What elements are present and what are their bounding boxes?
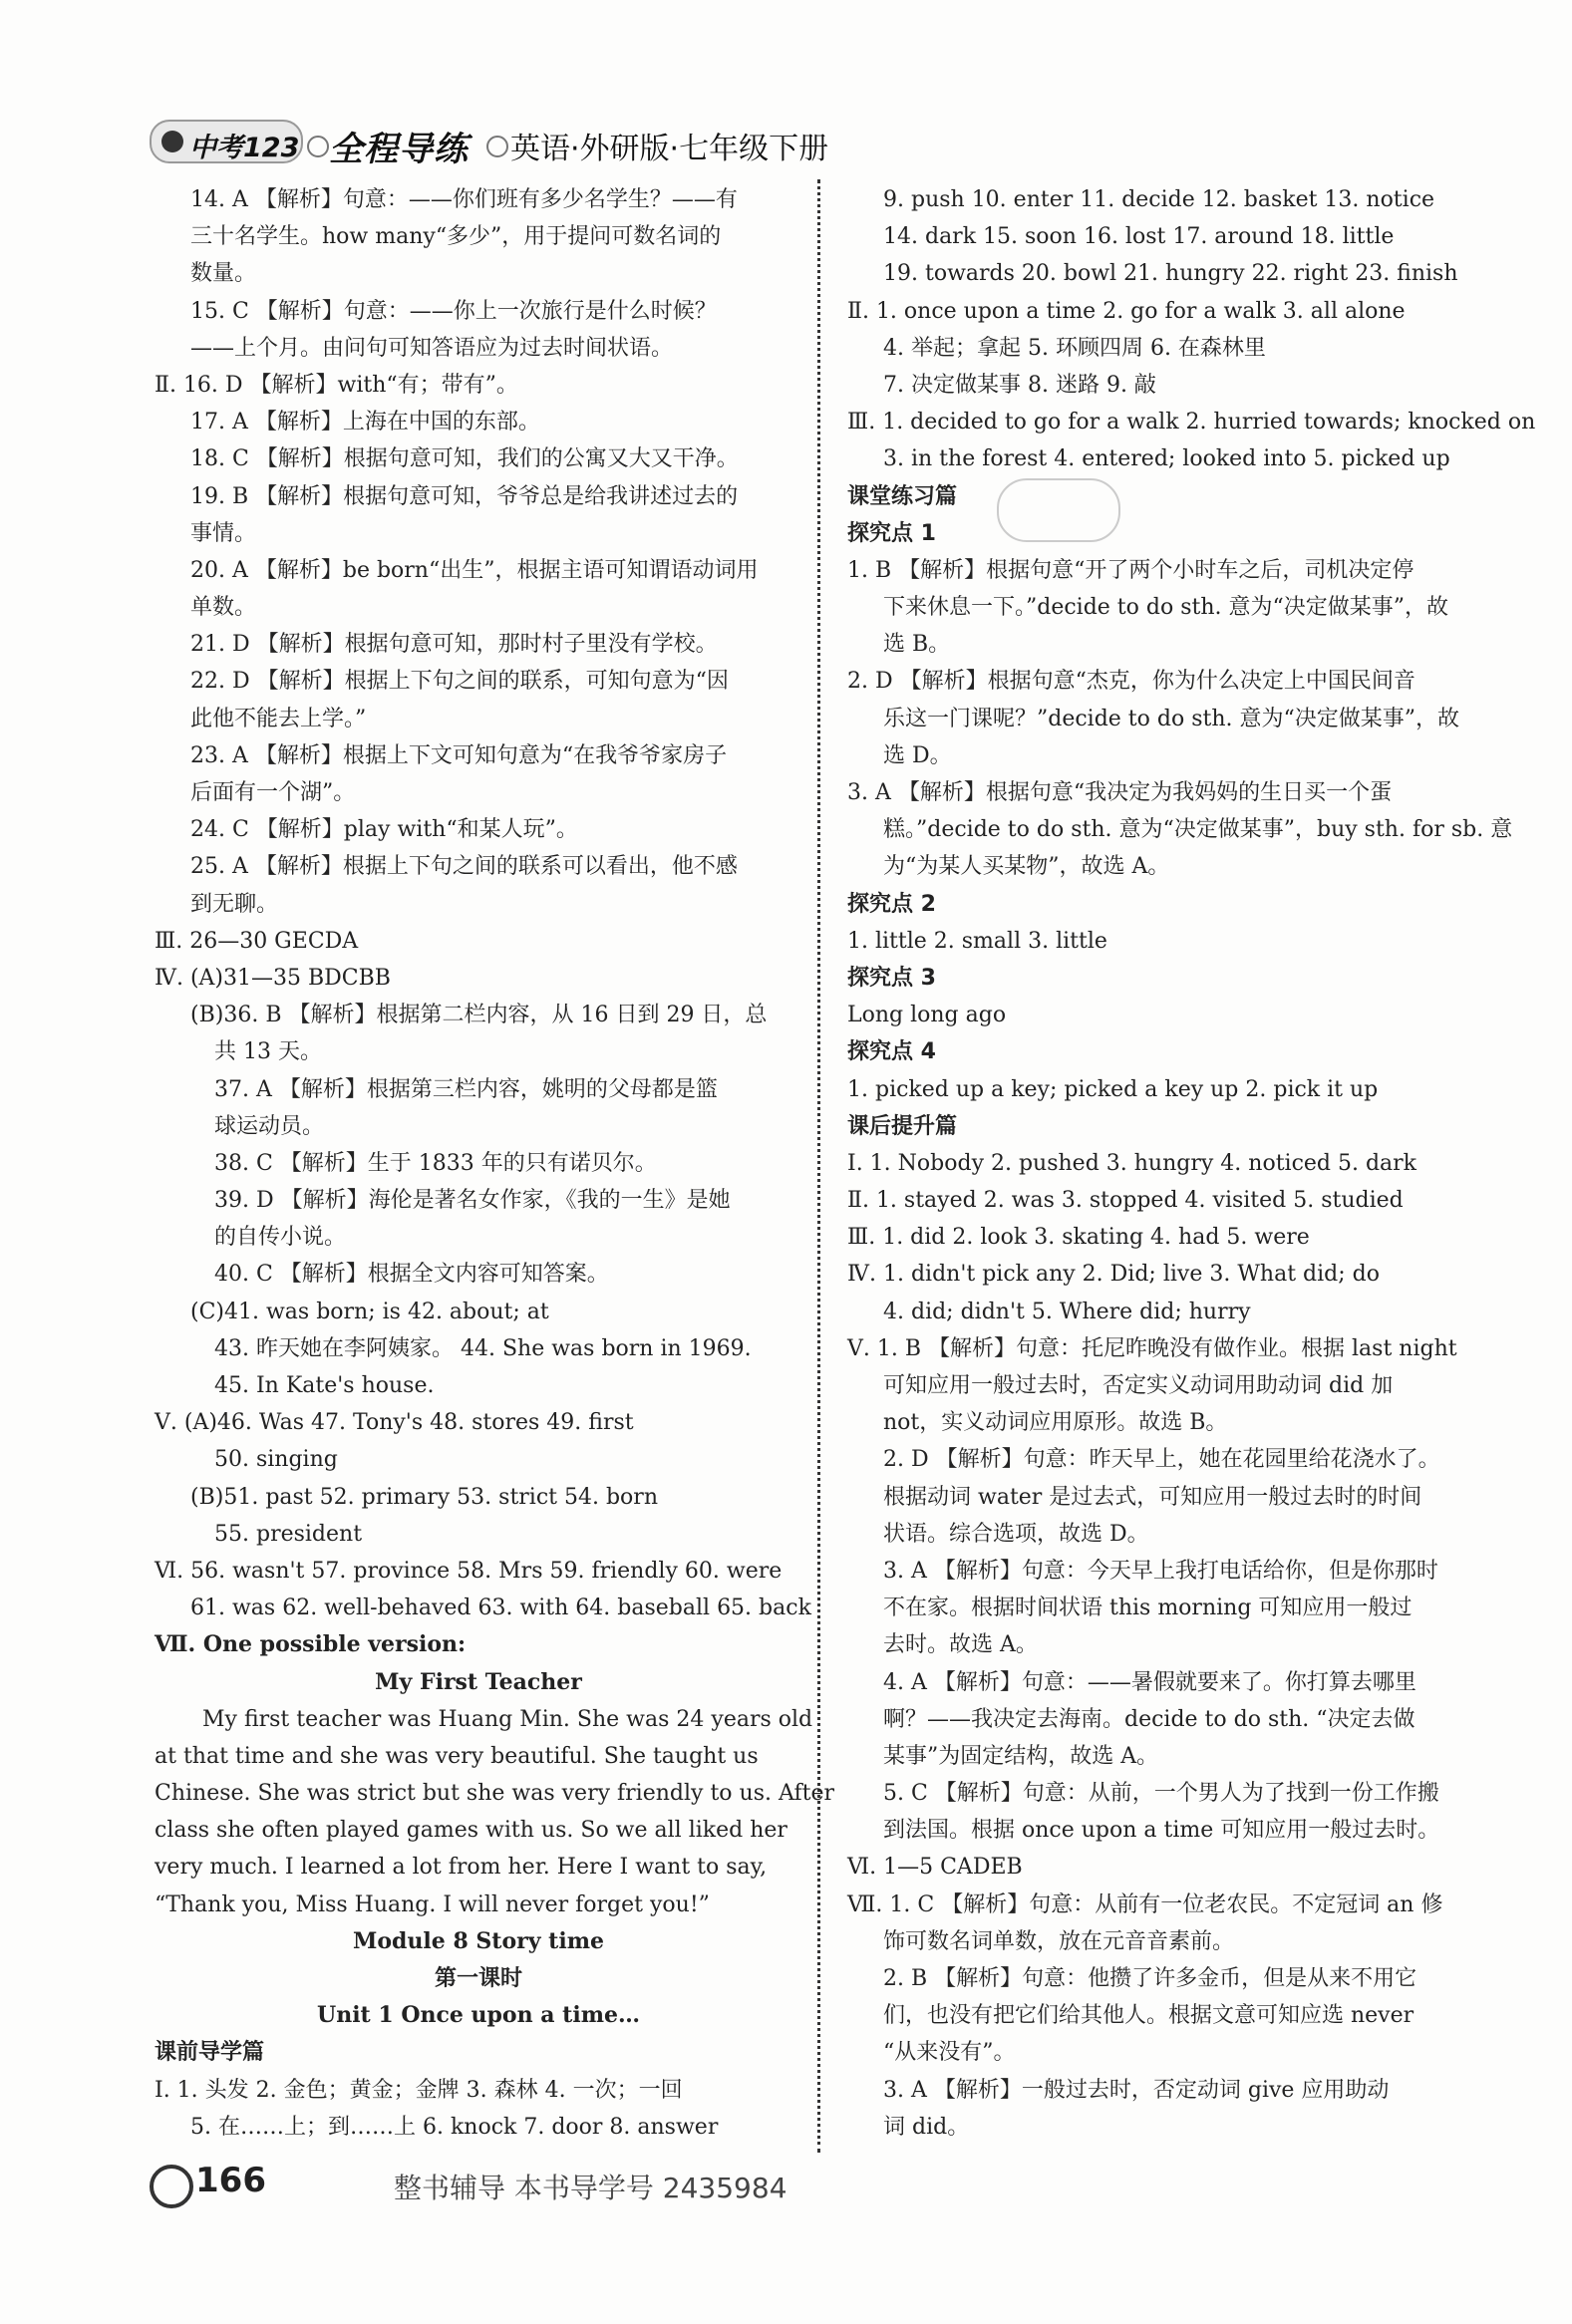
answer-line: 50. singing — [214, 1447, 338, 1473]
section-heading: Ⅶ. One possible version: — [155, 1631, 467, 1658]
answer-line: Ⅲ. 1. did 2. look 3. skating 4. had 5. were — [847, 1225, 1310, 1251]
essay-line: at that time and she was very beautiful. She taught us — [155, 1743, 759, 1769]
answer-line: 3. A 【解析】一般过去时，否定动词 give 应用助动 — [883, 2077, 1390, 2103]
answer-line: 1. little 2. small 3. little — [847, 928, 1107, 954]
answer-line: 单数。 — [190, 595, 257, 621]
answer-line: 22. D 【解析】根据上下句之间的联系，可知句意为“因 — [190, 669, 729, 695]
decor-circle-icon — [307, 136, 329, 157]
answer-line: 24. C 【解析】play with“和某人玩”。 — [190, 817, 578, 843]
essay-line: class she often played games with us. So we all liked her — [155, 1818, 787, 1844]
answer-line: 根据动词 water 是过去式，可知应用一般过去时的时间 — [883, 1484, 1422, 1510]
answer-line: 18. C 【解析】根据句意可知，我们的公寓又大又干净。 — [190, 446, 739, 472]
answer-line: 可知应用一般过去时，否定实义动词用助动词 did 加 — [883, 1373, 1394, 1398]
answer-line: 5. C 【解析】句意：从前，一个男人为了找到一份工作搬 — [883, 1781, 1439, 1807]
answer-line: Ⅱ. 1. stayed 2. was 3. stopped 4. visited 5. studied — [847, 1188, 1404, 1214]
answer-line: 1. B 【解析】根据句意“开了两个小时车之后，司机决定停 — [847, 557, 1415, 583]
answer-line: 37. A 【解析】根据第三栏内容，姚明的父母都是篮 — [214, 1076, 718, 1102]
answer-line: Ⅴ. (A)46. Was 47. Tony's 48. stores 49. first — [155, 1410, 634, 1436]
subsection-heading: 探究点 1 — [847, 520, 936, 546]
footer-note: 整书辅导 本书导学号 2435984 — [394, 2172, 787, 2204]
answer-line: 19. B 【解析】根据句意可知，爷爷总是给我讲述过去的 — [190, 483, 739, 509]
answer-line: 14. dark 15. soon 16. lost 17. around 18. little — [883, 224, 1395, 250]
answer-line: Ⅵ. 56. wasn't 57. province 58. Mrs 59. friendly 60. were — [155, 1558, 783, 1584]
logo-dot-icon — [161, 131, 183, 152]
stamp-watermark — [997, 478, 1120, 542]
answer-line: 糕。”decide to do sth. 意为“决定做某事”，buy sth. for sb. 意 — [883, 817, 1513, 843]
right-column — [847, 181, 1536, 2182]
answer-line: 乐这一门课呢？”decide to do sth. 意为“决定做某事”，故 — [883, 706, 1459, 731]
answer-line: 4. 举起；拿起 5. 环顾四周 6. 在森林里 — [883, 335, 1266, 361]
brand-title: 全程导练 — [329, 130, 469, 169]
unit-title: Unit 1 Once upon a time… — [317, 2002, 640, 2029]
answer-line: 啊？——我决定去海南。decide to do sth. “决定去做 — [883, 1706, 1415, 1732]
answer-line: Ⅲ. 26—30 GECDA — [155, 928, 359, 954]
answer-line: 1. picked up a key; picked a key up 2. pick it up — [847, 1076, 1379, 1102]
lesson-title: 第一课时 — [434, 1965, 522, 1991]
answer-line: 状语。综合选项，故选 D。 — [883, 1521, 1149, 1547]
answer-line: 不在家。根据时间状语 this morning 可知应用一般过 — [883, 1596, 1413, 1621]
answer-line: Ⅰ. 1. Nobody 2. pushed 3. hungry 4. noticed 5. dark — [847, 1150, 1417, 1176]
answer-line: 20. A 【解析】be born“出生”，根据主语可知谓语动词用 — [190, 557, 759, 583]
section-heading: 课堂练习篇 — [847, 483, 958, 509]
answer-line: Ⅰ. 1. 头发 2. 金色；黄金；金牌 3. 森林 4. 一次；一回 — [155, 2077, 683, 2103]
answer-line: “从来没有”。 — [883, 2040, 1016, 2066]
answer-line: 15. C 【解析】句意：——你上一次旅行是什么时候？ — [190, 298, 717, 324]
left-column — [155, 181, 834, 2146]
answer-line: Ⅴ. 1. B 【解析】句意：托尼昨晚没有做作业。根据 last night — [847, 1335, 1457, 1361]
answer-line: 去时。故选 A。 — [883, 1632, 1038, 1658]
answer-line: 到法国。根据 once upon a time 可知应用一般过去时。 — [883, 1818, 1440, 1844]
answer-line: Ⅵ. 1—5 CADEB — [847, 1855, 1023, 1881]
answer-line: Ⅳ. 1. didn't pick any 2. Did; live 3. What did; do — [847, 1262, 1380, 1288]
answer-line: 3. in the forest 4. entered; looked into 5. picked up — [883, 446, 1450, 472]
logo-text: 中考123 — [189, 133, 300, 163]
answer-line: 25. A 【解析】根据上下句之间的联系可以看出，他不感 — [190, 854, 738, 880]
answer-line: 17. A 【解析】上海在中国的东部。 — [190, 410, 540, 436]
answer-line: 词 did。 — [883, 2114, 970, 2140]
answer-line: 三十名学生。how many“多少”，用于提问可数名词的 — [190, 224, 722, 250]
answer-line: 的自传小说。 — [214, 1225, 347, 1251]
essay-title: My First Teacher — [375, 1668, 582, 1695]
answer-line: 40. C 【解析】根据全文内容可知答案。 — [214, 1262, 609, 1288]
answer-line: ——上个月。由问句可知答语应为过去时间状语。 — [190, 335, 674, 361]
column-divider — [817, 179, 820, 2153]
answer-line: 7. 决定做某事 8. 迷路 9. 敲 — [883, 372, 1156, 398]
answer-line: 55. president — [214, 1521, 363, 1547]
answer-line: 21. D 【解析】根据句意可知，那时村子里没有学校。 — [190, 632, 718, 658]
page-header — [150, 112, 907, 173]
answer-line: 饰可数名词单数，放在元音音素前。 — [883, 1928, 1235, 1954]
answer-line: 数量。 — [190, 261, 257, 287]
answer-line: 事情。 — [190, 520, 257, 546]
answer-line: 某事”为固定结构，故选 A。 — [883, 1743, 1159, 1769]
essay-line: very much. I learned a lot from her. Here I want to say, — [155, 1855, 768, 1881]
answer-line: 球运动员。 — [214, 1113, 325, 1139]
answer-line: 此他不能去上学。” — [190, 706, 367, 731]
answer-line: 选 D。 — [883, 742, 952, 768]
answer-line: 4. did; didn't 5. Where did; hurry — [883, 1299, 1251, 1324]
section-heading: 课后提升篇 — [847, 1113, 958, 1139]
subject-title: 英语·外研版·七年级下册 — [510, 132, 829, 166]
answer-line: Ⅳ. (A)31—35 BDCBB — [155, 965, 391, 991]
answer-line: 选 B。 — [883, 632, 951, 658]
answer-line: 39. D 【解析】海伦是著名女作家，《我的一生》是她 — [214, 1188, 731, 1214]
decor-circle-icon — [486, 136, 508, 157]
section-heading: 课前导学篇 — [155, 2040, 265, 2066]
page-number: 166 — [195, 2161, 266, 2200]
subsection-heading: 探究点 3 — [847, 965, 936, 991]
answer-line: 38. C 【解析】生于 1833 年的只有诺贝尔。 — [214, 1150, 657, 1176]
answer-line: (C)41. was born; is 42. about; at — [190, 1299, 549, 1324]
answer-line: 后面有一个湖”。 — [190, 780, 356, 805]
answer-line: 23. A 【解析】根据上下文可知句意为“在我爷爷家房子 — [190, 742, 728, 768]
answer-line: 5. 在……上；到……上 6. knock 7. door 8. answer — [190, 2114, 719, 2140]
answer-line: 14. A 【解析】句意：——你们班有多少名学生？——有 — [190, 187, 738, 212]
essay-line: My first teacher was Huang Min. She was 24 years old — [202, 1706, 813, 1732]
answer-line: 下来休息一下。”decide to do sth. 意为“决定做某事”，故 — [883, 595, 1448, 621]
answer-line: 共 13 天。 — [214, 1039, 322, 1065]
answer-line — [847, 2146, 1485, 2182]
answer-line: Ⅲ. 1. decided to go for a walk 2. hurried towards; knocked on — [847, 410, 1536, 436]
answer-line: 61. was 62. well-behaved 63. with 64. baseball 65. back — [190, 1596, 811, 1621]
module-title: Module 8 Story time — [353, 1927, 604, 1954]
subsection-heading: 探究点 4 — [847, 1039, 936, 1065]
answer-line: Ⅶ. 1. C 【解析】句意：从前有一位老农民。不定冠词 an 修 — [847, 1891, 1443, 1917]
essay-line: Chinese. She was strict but she was very friendly to us. After — [155, 1781, 834, 1807]
answer-line: Long long ago — [847, 1003, 1007, 1028]
essay-line: “Thank you, Miss Huang. I will never forget you!” — [155, 1891, 710, 1917]
answer-line: not，实义动词应用原形。故选 B。 — [883, 1410, 1228, 1436]
answer-line: (B)51. past 52. primary 53. strict 54. born — [190, 1484, 658, 1510]
answer-line: 4. A 【解析】句意：——暑假就要来了。你打算去哪里 — [883, 1669, 1416, 1695]
answer-line: 2. B 【解析】句意：他攒了许多金币，但是从来不用它 — [883, 1966, 1417, 1991]
answer-line: 19. towards 20. bowl 21. hungry 22. right 23. finish — [883, 261, 1458, 287]
answer-line: Ⅱ. 16. D 【解析】with“有；带有”。 — [155, 372, 518, 398]
answer-line: 3. A 【解析】句意：今天早上我打电话给你，但是你那时 — [883, 1558, 1438, 1584]
answer-line: 为“为某人买某物”，故选 A。 — [883, 854, 1170, 880]
logo — [150, 120, 303, 163]
subsection-heading: 探究点 2 — [847, 891, 936, 917]
answer-line: 2. D 【解析】句意：昨天早上，她在花园里给花浇水了。 — [883, 1447, 1440, 1473]
answer-line: (B)36. B 【解析】根据第二栏内容，从 16 日到 29 日，总 — [190, 1003, 768, 1028]
answer-line: 45. In Kate's house. — [214, 1373, 435, 1398]
answer-line: 们，也没有把它们给其他人。根据文意可知应选 never — [883, 2003, 1415, 2029]
answer-line: 3. A 【解析】根据句意“我决定为我妈妈的生日买一个蛋 — [847, 780, 1393, 805]
answer-line: Ⅱ. 1. once upon a time 2. go for a walk 3. all alone — [847, 298, 1406, 324]
answer-line: 9. push 10. enter 11. decide 12. basket 13. notice — [883, 187, 1435, 212]
page-ring-icon — [150, 2165, 193, 2208]
answer-line: 2. D 【解析】根据句意“杰克，你为什么决定上中国民间音 — [847, 669, 1415, 695]
answer-line: 43. 昨天她在李阿姨家。 44. She was born in 1969. — [214, 1335, 752, 1361]
answer-line: 到无聊。 — [190, 891, 279, 917]
